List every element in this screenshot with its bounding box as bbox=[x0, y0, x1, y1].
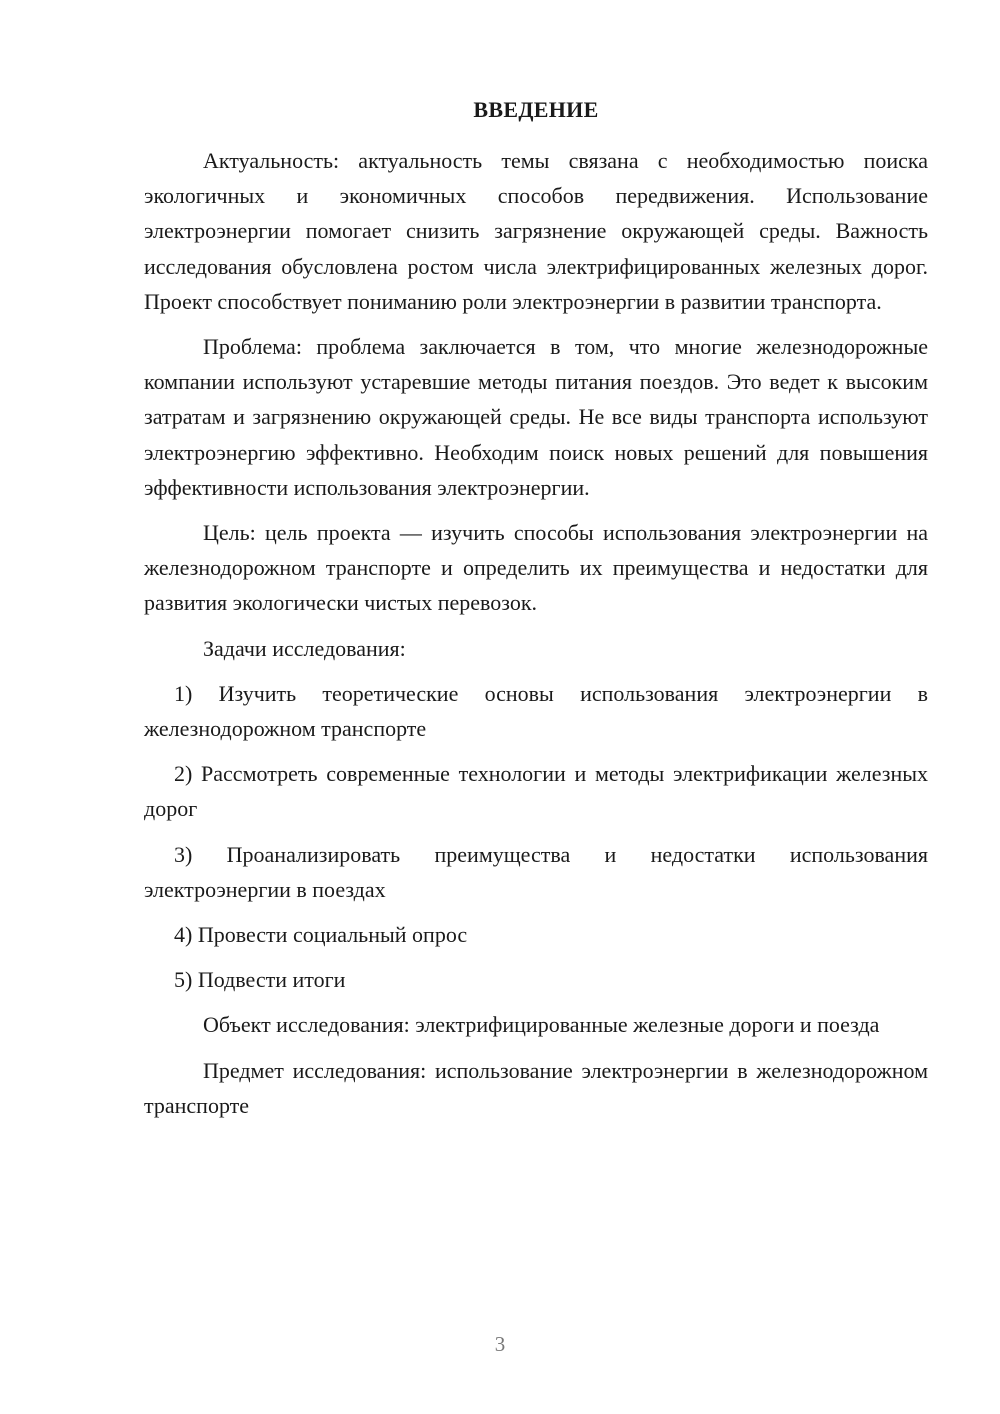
goal-paragraph: Цель: цель проекта — изучить способы использования электроэнергии на железнодорожном транспорте и определить их преимущества и недостатки для развития экологически чистых перевозок. bbox=[144, 520, 928, 616]
task-item: 5) Подвести итоги bbox=[174, 967, 346, 993]
problem-paragraph: Проблема: проблема заключается в том, что многие железнодорожные компании используют устаревшие методы питания поездов. Это ведет к высоким затратам и загрязнению окружающей среды. Не все виды транспорта используют электроэнергию эффективно. Необходим поиск новых решений для повышения эффективности использования электроэнергии. bbox=[144, 334, 928, 500]
task-item: 2) Рассмотреть современные технологии и методы электрификации железных дорог bbox=[144, 761, 928, 822]
document-page bbox=[144, 92, 928, 1133]
relevance-paragraph: Актуальность: актуальность темы связана с необходимостью поиска экологичных и экономичных способов передвижения. Использование электроэнергии помогает снизить загрязнение окружающей среды. Важность исследования обусловлена ростом числа электрифицированных железных дорог. Проект способствует пониманию роли электроэнергии в развитии транспорта. bbox=[144, 148, 928, 314]
subject-paragraph: Предмет исследования: использование электроэнергии в железнодорожном транспорте bbox=[144, 1057, 928, 1118]
section-title: ВВЕДЕНИЕ bbox=[473, 97, 599, 122]
task-item: 4) Провести социальный опрос bbox=[174, 922, 468, 948]
object-paragraph: Объект исследования: электрифицированные железные дороги и поезда bbox=[203, 1012, 880, 1038]
page-number: 3 bbox=[494, 1332, 506, 1356]
task-item: 3) Проанализировать преимущества и недостатки использования электроэнергии в поездах bbox=[144, 841, 928, 902]
tasks-heading: Задачи исследования: bbox=[203, 635, 406, 661]
task-item: 1) Изучить теоретические основы использования электроэнергии в железнодорожном транспорте bbox=[144, 680, 928, 742]
